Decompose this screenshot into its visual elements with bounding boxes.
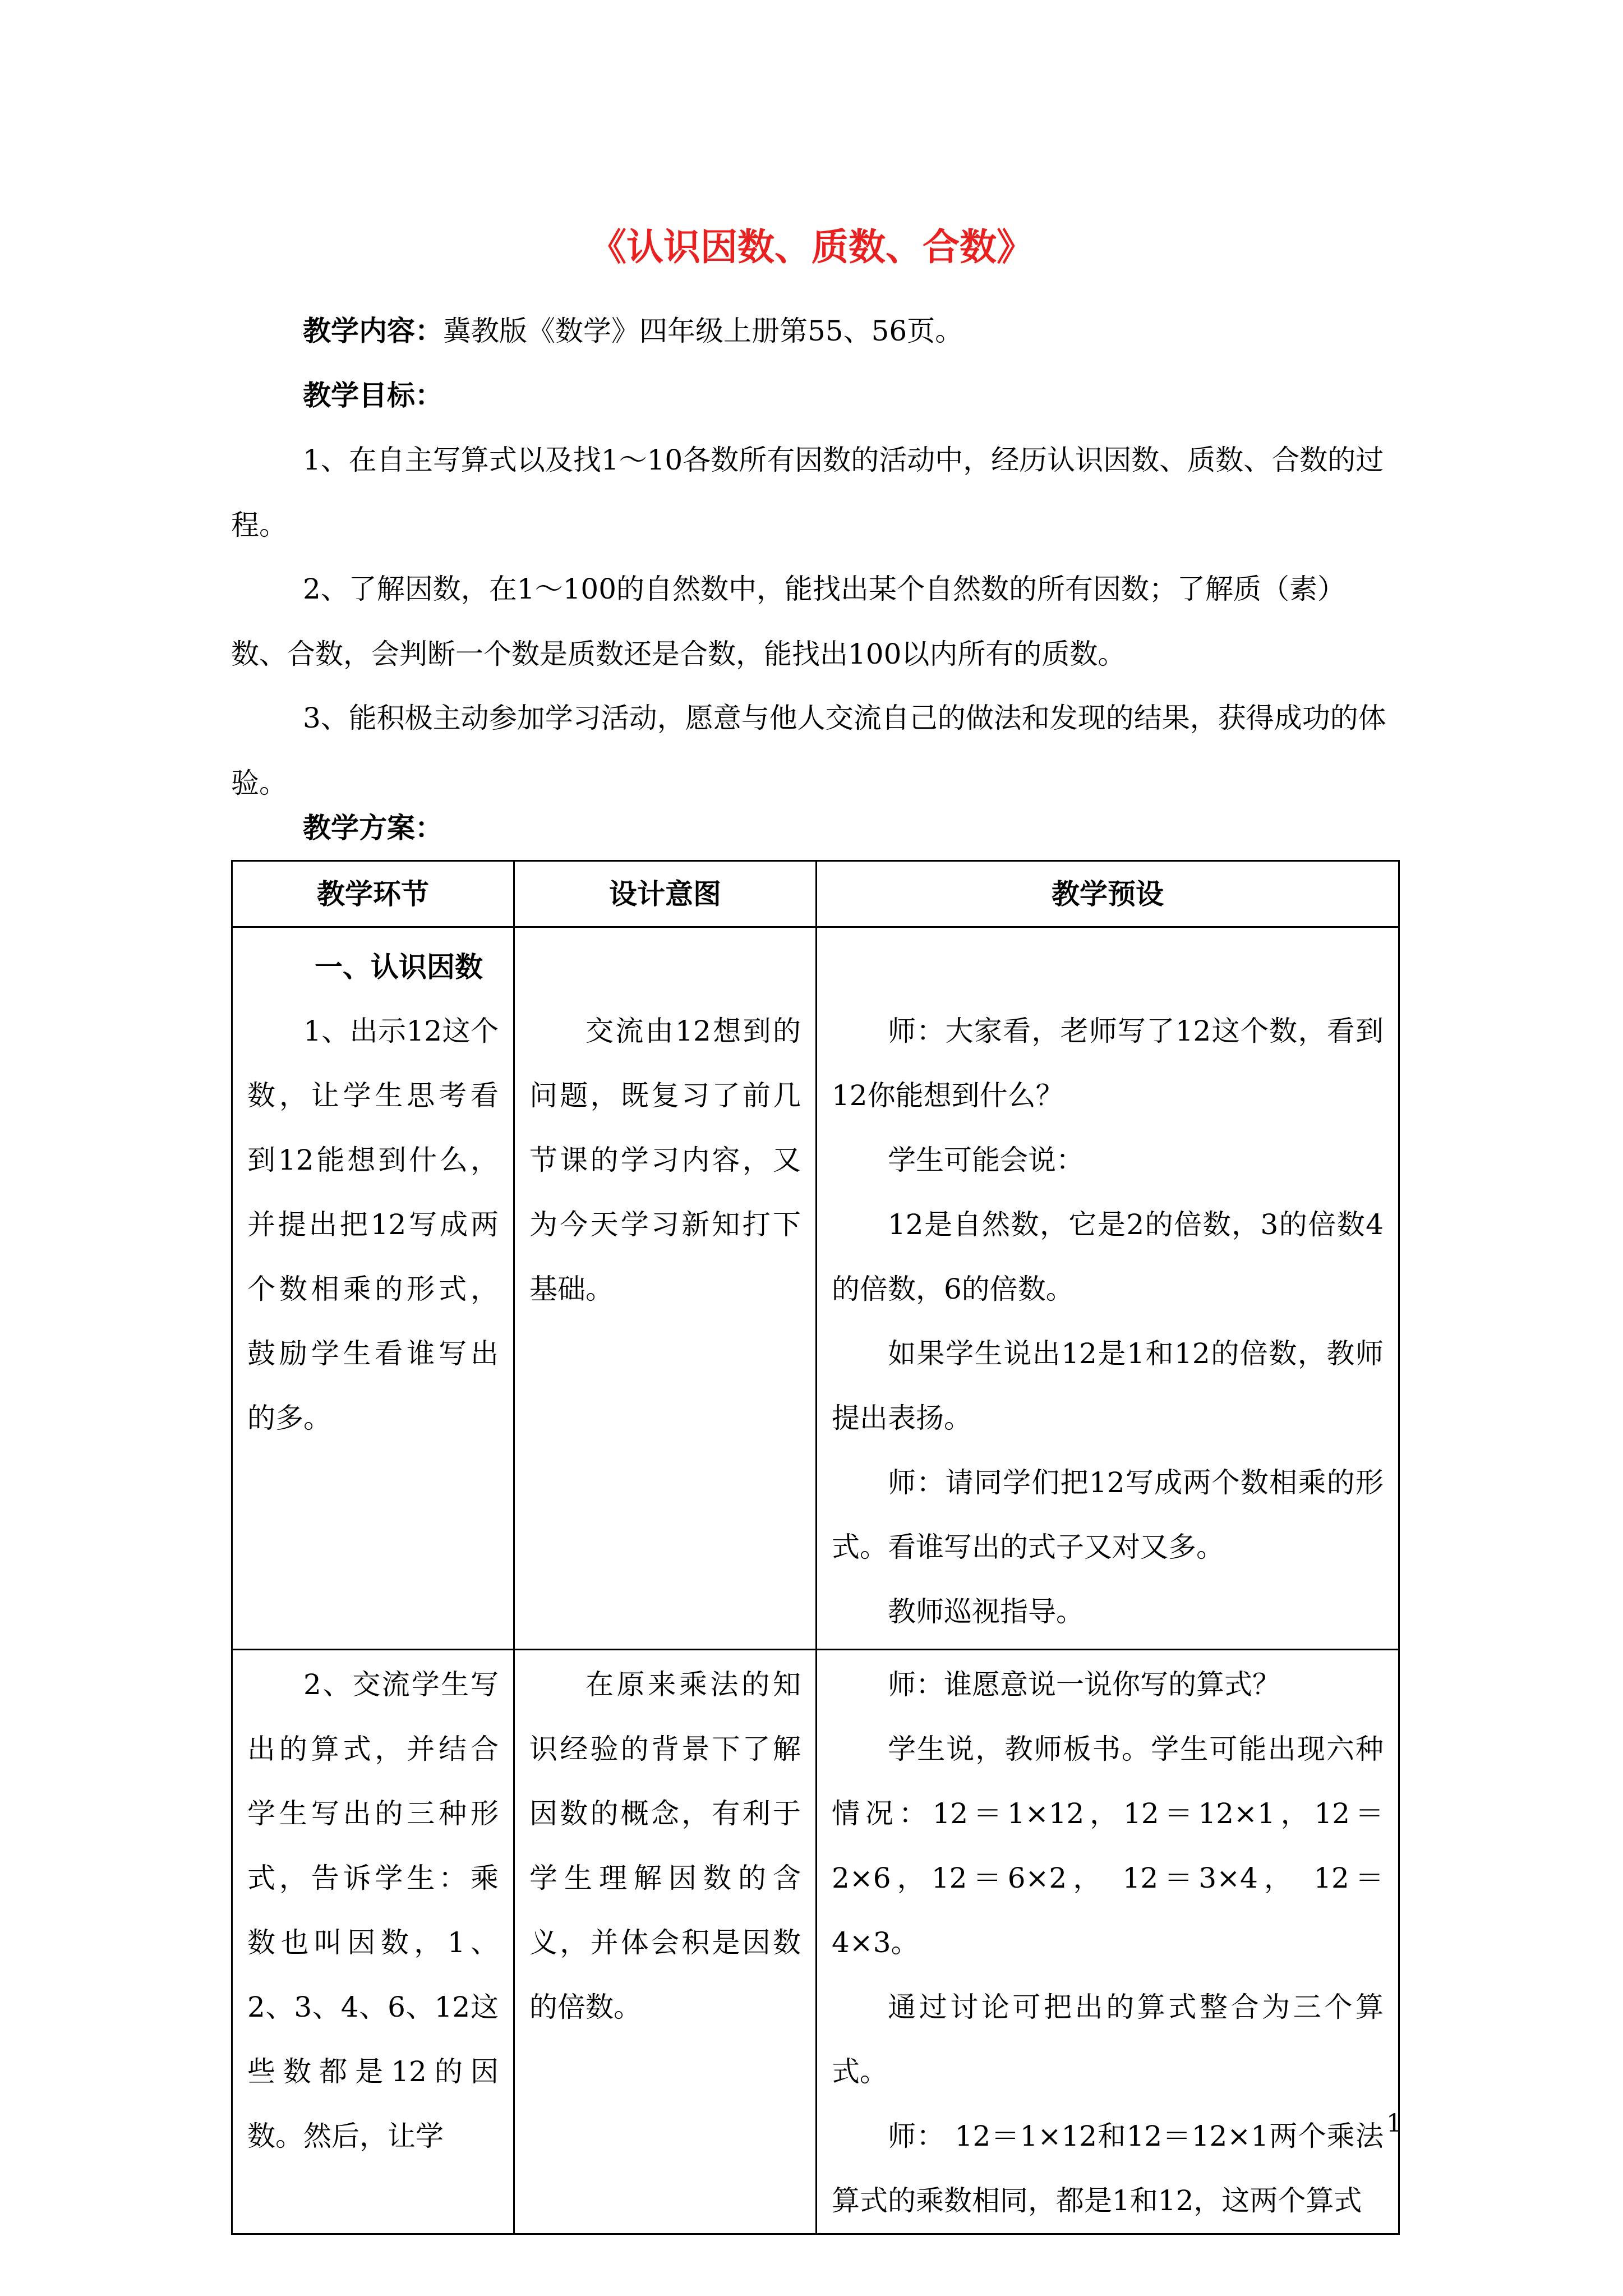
preset-line: 通过讨论可把出的算式整合为三个算式。 — [832, 1991, 1384, 2088]
table-header-row — [232, 861, 1399, 927]
goal-item-3: 3、能积极主动参加学习活动，愿意与他人交流自己的做法和发现的结果，获得成功的体验。 — [231, 702, 1386, 799]
stage-cell — [232, 1650, 514, 2234]
preset-line: 如果学生说出12是1和12的倍数，教师提出表扬。 — [832, 1337, 1384, 1434]
preset-line: 12是自然数，它是2的倍数，3的倍数4的倍数，6的倍数。 — [832, 1208, 1384, 1305]
preset-line: 学生可能会说： — [888, 1144, 1084, 1176]
intent-cell — [514, 927, 817, 1650]
goal-item-2: 2、了解因数，在1～100的自然数中，能找出某个自然数的所有因数；了解质（素）数、合数，会判断一个数是质数还是合数，能找出100以内所有的质数。 — [231, 573, 1346, 670]
page-number: 1 — [1386, 2109, 1402, 2138]
table-row — [232, 1650, 1399, 2234]
column-header-preset: 教学预设 — [817, 861, 1399, 927]
intent-text: 交流由12想到的问题，既复习了前几节课的学习内容，又为今天学习新知打下基础。 — [529, 1015, 801, 1305]
preset-line: 教师巡视指导。 — [888, 1595, 1084, 1628]
stage-step-text: 2、交流学生写出的算式，并结合学生写出的三种形式，告诉学生：乘数也叫因数，1、2、3、4、6、12这些数都是12的因数。然后，让学 — [247, 1668, 499, 2152]
teaching-content-text: 冀教版《数学》四年级上册第55、56页。 — [443, 315, 963, 347]
stage-step-text: 1、出示12这个数，让学生思考看到12能想到什么，并提出把12写成两个数相乘的形式，鼓励学生看谁写出的多。 — [247, 1015, 499, 1434]
table-row — [232, 927, 1399, 1650]
teaching-plan-table — [231, 860, 1400, 2235]
goals-heading: 教学目标： — [303, 379, 443, 412]
goal-item-1: 1、在自主写算式以及找1～10各数所有因数的活动中，经历认识因数、质数、合数的过程。 — [231, 444, 1384, 541]
preset-line: 师：大家看，老师写了12这个数，看到12你能想到什么？ — [832, 1015, 1384, 1112]
column-header-intent: 设计意图 — [514, 861, 817, 927]
column-header-stage: 教学环节 — [232, 861, 514, 927]
preset-cell — [817, 1650, 1399, 2234]
stage-cell — [232, 927, 514, 1650]
preset-line: 师：请同学们把12写成两个数相乘的形式。看谁写出的式子又对又多。 — [832, 1466, 1384, 1563]
teaching-content-label: 教学内容： — [303, 314, 443, 347]
intent-cell — [514, 1650, 817, 2234]
section-title: 一、认识因数 — [315, 950, 483, 983]
preset-line: 学生说，教师板书。学生可能出现六种情况：12＝1×12，12＝12×1，12＝2×6，12＝6×2， 12＝3×4， 12＝4×3。 — [832, 1733, 1384, 1959]
preset-line: 师：谁愿意说一说你写的算式？ — [888, 1668, 1280, 1701]
intent-text: 在原来乘法的知识经验的背景下了解因数的概念，有利于学生理解因数的含义，并体会积是因数的倍数。 — [529, 1668, 801, 2023]
document-title: 《认识因数、质数、合数》 — [589, 225, 1034, 269]
teaching-content — [231, 298, 1398, 364]
preset-cell — [817, 927, 1399, 1650]
plan-heading: 教学方案： — [303, 811, 443, 844]
preset-line: 师： 12＝1×12和12＝12×1两个乘法算式的乘数相同，都是1和12，这两个算式 — [832, 2120, 1384, 2217]
